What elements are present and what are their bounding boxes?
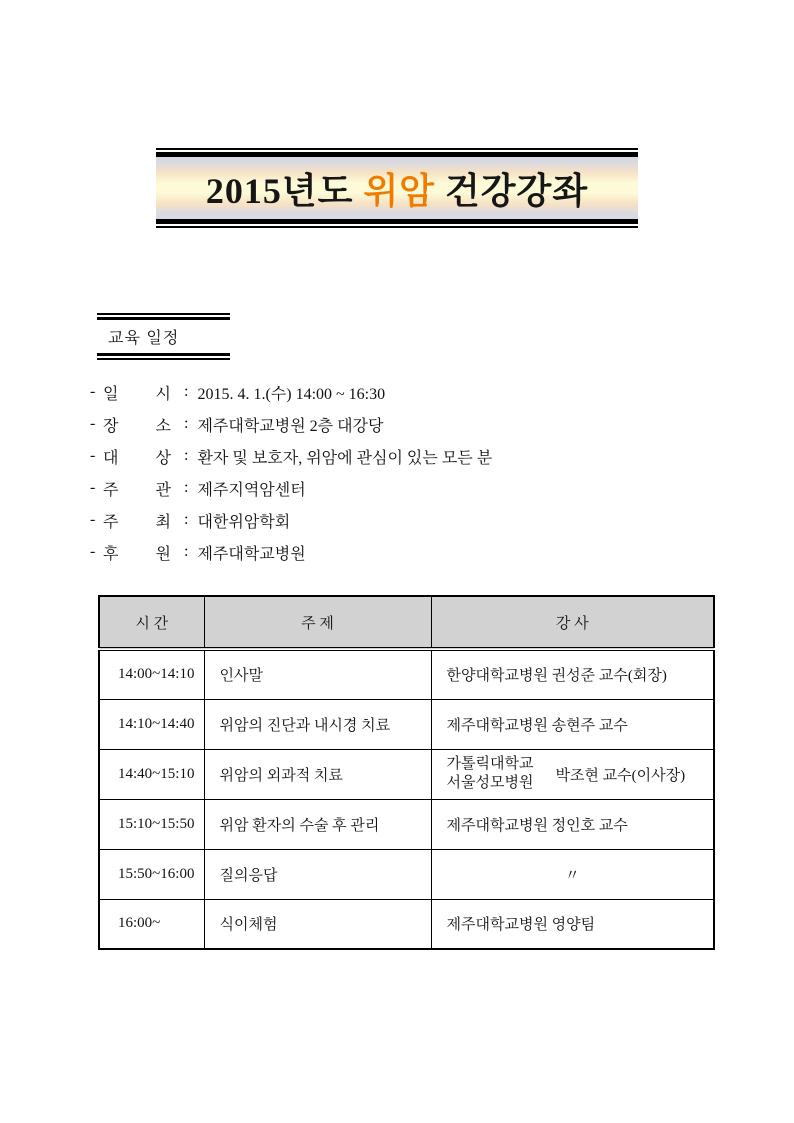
info-value: 2015. 4. 1.(수) 14:00 ~ 16:30 xyxy=(197,385,386,403)
info-label xyxy=(103,477,171,500)
info-label xyxy=(103,445,171,468)
table-row xyxy=(99,749,714,799)
info-label-second: 상 xyxy=(155,449,171,467)
info-item-organizer xyxy=(90,472,794,504)
page-title xyxy=(206,163,588,214)
cell-time: 15:50~16:00 xyxy=(99,849,204,899)
section-rule-bottom-thin xyxy=(97,358,230,360)
info-value: 제주지역암센터 xyxy=(197,481,306,499)
lecturer-org-line1: 가톨릭대학교 xyxy=(446,756,534,772)
cell-lecturer-ditto: 〃 xyxy=(431,849,714,899)
table-row xyxy=(99,699,714,749)
info-label-first: 대 xyxy=(103,449,119,467)
info-colon: : xyxy=(184,511,189,528)
info-item-audience xyxy=(90,440,794,472)
info-item-sponsor xyxy=(90,536,794,568)
page-title-suffix: 건강강좌 xyxy=(435,170,589,211)
schedule-table-header xyxy=(99,596,714,649)
info-item-venue xyxy=(90,408,794,440)
info-label-second: 최 xyxy=(155,513,171,531)
info-colon: : xyxy=(184,447,189,464)
info-colon: : xyxy=(184,383,189,400)
info-label-first: 주 xyxy=(103,481,119,499)
info-label xyxy=(103,541,171,564)
info-label-second: 시 xyxy=(155,385,171,403)
banner-background xyxy=(156,157,638,219)
info-label-second: 소 xyxy=(155,417,171,435)
col-header-time: 시 간 xyxy=(99,596,204,649)
cell-lecturer xyxy=(431,749,714,799)
cell-lecturer: 제주대학교병원 송현주 교수 xyxy=(431,699,714,749)
title-banner xyxy=(156,148,638,228)
list-dash: - xyxy=(90,447,96,464)
table-row xyxy=(99,849,714,899)
info-value: 대한위암학회 xyxy=(197,513,291,531)
info-label xyxy=(103,413,171,436)
cell-topic: 위암의 외과적 치료 xyxy=(204,749,431,799)
cell-time: 14:40~15:10 xyxy=(99,749,204,799)
event-info-list xyxy=(90,376,794,568)
lecturer-org-line2: 서울성모병원 xyxy=(446,775,534,791)
table-row xyxy=(99,799,714,849)
page-title-highlight: 위암 xyxy=(363,170,435,211)
list-dash: - xyxy=(90,415,96,432)
cell-time: 14:10~14:40 xyxy=(99,699,204,749)
info-label-first: 장 xyxy=(103,417,119,435)
col-header-lecturer: 강 사 xyxy=(431,596,714,649)
cell-topic: 위암의 진단과 내시경 치료 xyxy=(204,699,431,749)
info-item-datetime xyxy=(90,376,794,408)
lecturer-name: 박조현 교수(이사장) xyxy=(555,767,686,784)
banner-border-bottom-thin xyxy=(156,226,638,228)
info-label-second: 관 xyxy=(155,481,171,499)
list-dash: - xyxy=(90,383,96,400)
list-dash: - xyxy=(90,479,96,496)
cell-topic: 식이체험 xyxy=(204,899,431,949)
info-value: 제주대학교병원 2층 대강당 xyxy=(197,417,384,435)
info-label-second: 원 xyxy=(155,545,171,563)
cell-time: 14:00~14:10 xyxy=(99,649,204,699)
info-value: 제주대학교병원 xyxy=(197,545,306,563)
list-dash: - xyxy=(90,543,96,560)
section-header xyxy=(97,313,230,360)
info-label-first: 후 xyxy=(103,545,119,563)
section-title: 교육 일정 xyxy=(108,330,180,347)
info-label-first: 일 xyxy=(103,385,119,403)
col-header-topic: 주 제 xyxy=(204,596,431,649)
info-label-first: 주 xyxy=(103,513,119,531)
list-dash: - xyxy=(90,511,96,528)
info-value: 환자 및 보호자, 위암에 관심이 있는 모든 분 xyxy=(197,449,493,467)
lecturer-organization xyxy=(447,755,534,793)
cell-lecturer: 제주대학교병원 영양팀 xyxy=(431,899,714,949)
cell-topic: 인사말 xyxy=(204,649,431,699)
info-item-host xyxy=(90,504,794,536)
cell-topic: 위암 환자의 수술 후 관리 xyxy=(204,799,431,849)
schedule-table xyxy=(98,595,715,950)
cell-time: 16:00~ xyxy=(99,899,204,949)
info-label xyxy=(103,381,171,404)
info-colon: : xyxy=(184,415,189,432)
cell-time: 15:10~15:50 xyxy=(99,799,204,849)
info-colon: : xyxy=(184,543,189,560)
info-colon: : xyxy=(184,479,189,496)
cell-lecturer: 한양대학교병원 권성준 교수(회장) xyxy=(431,649,714,699)
table-row xyxy=(99,649,714,699)
cell-topic: 질의응답 xyxy=(204,849,431,899)
page-title-prefix: 2015년도 xyxy=(205,170,364,211)
table-row xyxy=(99,899,714,949)
info-label xyxy=(103,509,171,532)
cell-lecturer: 제주대학교병원 정인호 교수 xyxy=(431,799,714,849)
